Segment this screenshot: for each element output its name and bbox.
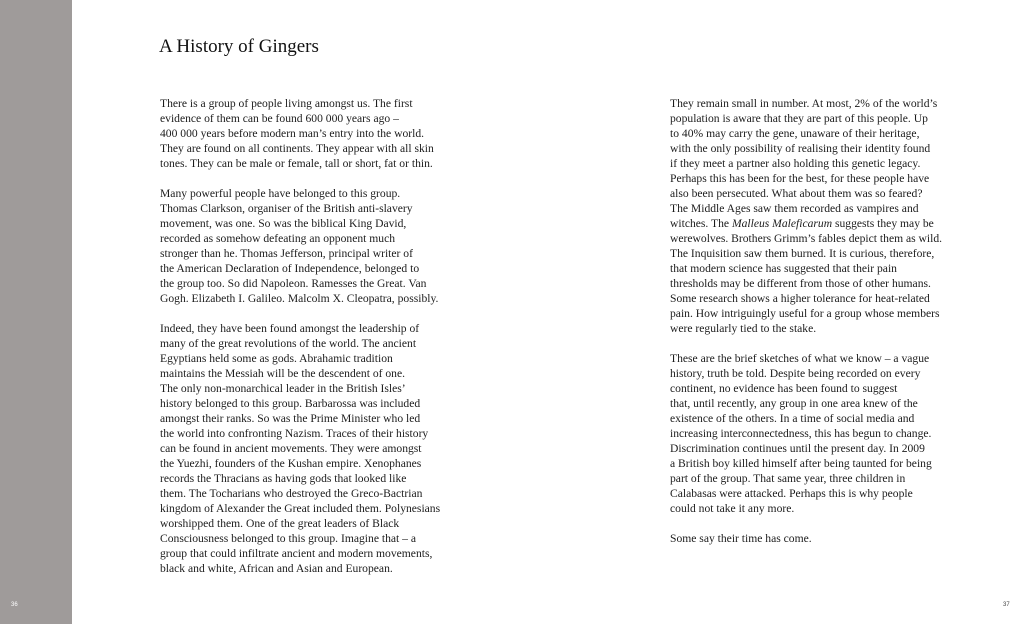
text-line: that, until recently, any group in one area knew of the <box>670 397 918 410</box>
paragraph <box>160 186 505 306</box>
text-line: part of the group. That same year, three children in <box>670 472 906 485</box>
page-title: A History of Gingers <box>159 36 319 57</box>
text-line: recorded as somehow defeating an opponent much <box>160 232 396 245</box>
text-line: Indeed, they have been found amongst the leadership of <box>160 322 420 335</box>
page-gutter-band <box>0 0 72 624</box>
paragraph <box>670 351 1000 516</box>
text-line: Perhaps this has been for the best, for these people have <box>670 172 930 185</box>
text-line: Some say their time has come. <box>670 532 812 545</box>
text-line: Consciousness belonged to this group. Imagine that – a <box>160 532 416 545</box>
text-line: the group too. So did Napoleon. Ramesses the Great. Van <box>160 277 427 290</box>
paragraph <box>160 321 505 576</box>
text-line: maintains the Messiah will be the descendent of one. <box>160 367 406 380</box>
text-run: suggests they may be <box>832 217 934 230</box>
text-line: They remain small in number. At most, 2% of the world’s <box>670 97 938 110</box>
text-line: a British boy killed himself after being taunted for being <box>670 457 932 470</box>
text-line: evidence of them can be found 600 000 years ago – <box>160 112 399 125</box>
text-line: if they meet a partner also holding this genetic legacy. <box>670 157 921 170</box>
text-line: These are the brief sketches of what we know – a vague <box>670 352 930 365</box>
page-number-left: 36 <box>11 602 18 608</box>
text-line: black and white, African and Asian and European. <box>160 562 393 575</box>
text-line: Thomas Clarkson, organiser of the British anti-slavery <box>160 202 413 215</box>
text-line: many of the great revolutions of the world. The ancient <box>160 337 417 350</box>
text-line: stronger than he. Thomas Jefferson, principal writer of <box>160 247 413 260</box>
text-line: Gogh. Elizabeth I. Galileo. Malcolm X. Cleopatra, possibly. <box>160 292 439 305</box>
text-line: existence of the others. In a time of social media and <box>670 412 915 425</box>
text-line: were regularly tied to the stake. <box>670 322 817 335</box>
text-line: They are found on all continents. They appear with all skin <box>160 142 434 155</box>
text-line: 400 000 years before modern man’s entry into the world. <box>160 127 425 140</box>
text-line: movement, was one. So was the biblical King David, <box>160 217 407 230</box>
text-run: witches. The <box>670 217 732 230</box>
text-line: can be found in ancient movements. They were amongst <box>160 442 422 455</box>
text-line: them. The Tocharians who destroyed the Greco-Bactrian <box>160 487 423 500</box>
text-line: werewolves. Brothers Grimm’s fables depict them as wild. <box>670 232 943 245</box>
right-text-column <box>670 96 1000 561</box>
paragraph <box>670 531 1000 546</box>
text-line: There is a group of people living amongst us. The first <box>160 97 413 110</box>
text-line: thresholds may be different from those of other humans. <box>670 277 931 290</box>
text-line: the American Declaration of Independence, belonged to <box>160 262 420 275</box>
text-line: Discrimination continues until the present day. In 2009 <box>670 442 925 455</box>
text-line: could not take it any more. <box>670 502 795 515</box>
left-text-column <box>160 96 505 591</box>
text-line: pain. How intriguingly useful for a group whose members <box>670 307 940 320</box>
text-line: worshipped them. One of the great leaders of Black <box>160 517 400 530</box>
text-line: Egyptians held some as gods. Abrahamic tradition <box>160 352 393 365</box>
text-line: The Middle Ages saw them recorded as vampires and <box>670 202 919 215</box>
book-title-italic: Malleus Maleficarum <box>731 217 833 230</box>
text-line: history belonged to this group. Barbarossa was included <box>160 397 421 410</box>
text-line: The Inquisition saw them burned. It is curious, therefore, <box>670 247 935 260</box>
text-line: kingdom of Alexander the Great included them. Polynesians <box>160 502 441 515</box>
text-line: with the only possibility of realising their identity found <box>670 142 931 155</box>
text-line: that modern science has suggested that their pain <box>670 262 897 275</box>
paragraph <box>160 96 505 171</box>
text-line <box>670 216 1000 231</box>
text-line: group that could infiltrate ancient and modern movements, <box>160 547 433 560</box>
text-line: continent, no evidence has been found to suggest <box>670 382 898 395</box>
text-line: Calabasas were attacked. Perhaps this is why people <box>670 487 913 500</box>
text-line: also been persecuted. What about them was so feared? <box>670 187 923 200</box>
text-line: Some research shows a higher tolerance for heat-related <box>670 292 930 305</box>
text-line: amongst their ranks. So was the Prime Minister who led <box>160 412 421 425</box>
text-line: population is aware that they are part of this people. Up <box>670 112 928 125</box>
text-line: the world into confronting Nazism. Traces of their history <box>160 427 429 440</box>
text-line: increasing interconnectedness, this has begun to change. <box>670 427 932 440</box>
text-line: to 40% may carry the gene, unaware of their heritage, <box>670 127 920 140</box>
text-line: records the Thracians as having gods that looked like <box>160 472 407 485</box>
page-number-right: 37 <box>1003 602 1010 608</box>
text-line: Many powerful people have belonged to this group. <box>160 187 401 200</box>
paragraph <box>670 96 1000 336</box>
text-line: the Yuezhi, founders of the Kushan empire. Xenophanes <box>160 457 422 470</box>
text-line: history, truth be told. Despite being recorded on every <box>670 367 921 380</box>
text-line: tones. They can be male or female, tall or short, fat or thin. <box>160 157 433 170</box>
text-line: The only non-monarchical leader in the British Isles’ <box>160 382 406 395</box>
